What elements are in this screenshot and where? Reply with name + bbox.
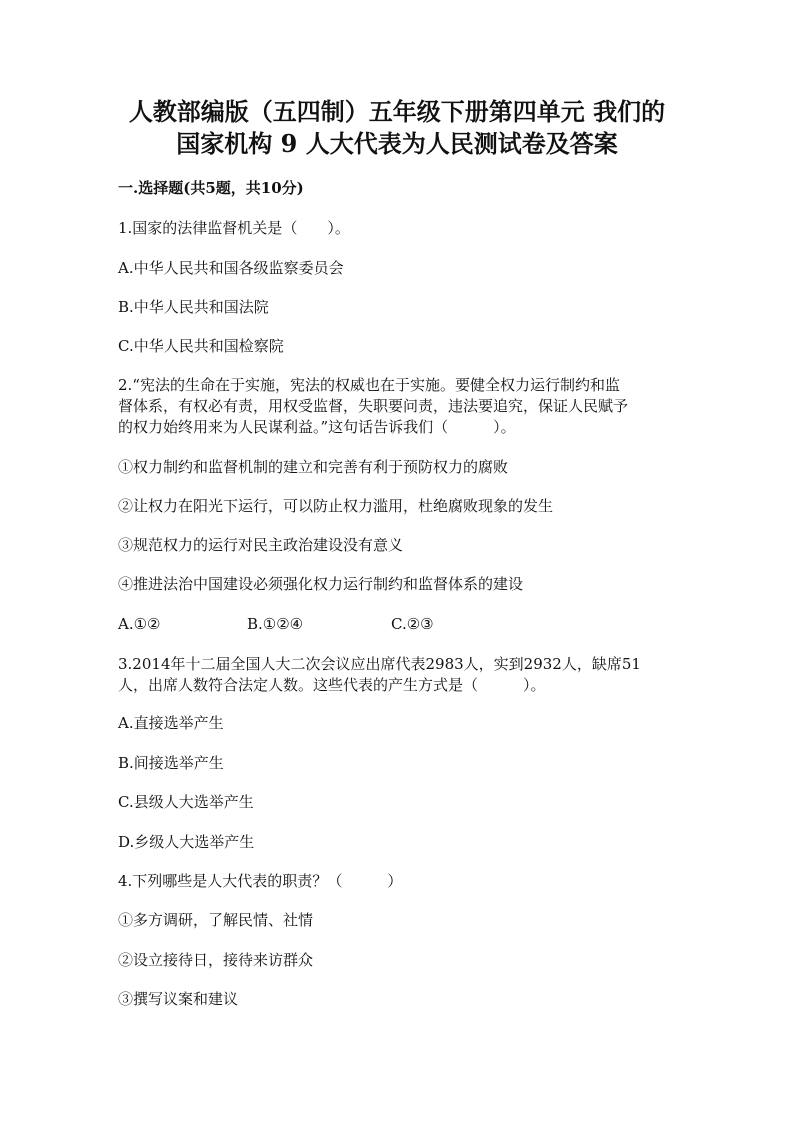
question-2-option-a: A.①② (118, 615, 161, 633)
question-1-stem: 1.国家的法律监督机关是（ ）。 (118, 219, 350, 237)
question-1-option-c: C.中华人民共和国检察院 (118, 337, 284, 355)
question-3-option-c: C.县级人大选举产生 (118, 793, 254, 811)
question-2-option-c: C.②③ (391, 615, 434, 633)
section-heading: 一.选择题(共5题，共10分) (118, 179, 304, 197)
question-2-stem-line-3: 的权力始终用来为人民谋利益。”这句话告诉我们（ ）。 (118, 418, 516, 436)
question-4-stem: 4.下列哪些是人大代表的职责？（ ） (118, 872, 403, 890)
question-2-stem-line-1: 2.“宪法的生命在于实施，宪法的权威也在于实施。要健全权力运行制约和监 (118, 376, 620, 394)
question-3-option-a: A.直接选举产生 (118, 714, 224, 732)
question-2-statement-3: ③规范权力的运行对民主政治建设没有意义 (118, 536, 404, 554)
question-2-statement-1: ①权力制约和监督机制的建立和完善有利于预防权力的腐败 (118, 458, 509, 476)
question-1-option-b: B.中华人民共和国法院 (118, 298, 269, 316)
question-2-statement-2: ②让权力在阳光下运行，可以防止权力滥用，杜绝腐败现象的发生 (118, 497, 554, 515)
question-3-stem-line-1: 3.2014年十二届全国人大二次会议应出席代表2983人，实到2932人，缺席51 (118, 655, 641, 673)
question-3-option-d: D.乡级人大选举产生 (118, 833, 255, 851)
question-2-stem-line-2: 督体系，有权必有责，用权受监督，失职要问责，违法要追究，保证人民赋予 (118, 397, 629, 415)
question-4-statement-1: ①多方调研，了解民情、社情 (118, 911, 314, 929)
question-3-stem-line-2: 人，出席人数符合法定人数。这些代表的产生方式是（ ）。 (118, 676, 546, 694)
document-title-line-1: 人教部编版（五四制）五年级下册第四单元 我们的 (128, 97, 666, 126)
question-3-option-b: B.间接选举产生 (118, 754, 224, 772)
question-4-statement-2: ②设立接待日，接待来访群众 (118, 951, 314, 969)
question-2-statement-4: ④推进法治中国建设必须强化权力运行制约和监督体系的建设 (118, 575, 524, 593)
question-2-option-b: B.①②④ (247, 615, 304, 633)
question-1-option-a: A.中华人民共和国各级监察委员会 (118, 259, 344, 277)
question-4-statement-3: ③撰写议案和建议 (118, 990, 239, 1008)
document-title-line-2: 国家机构 9 人大代表为人民测试卷及答案 (176, 129, 618, 158)
